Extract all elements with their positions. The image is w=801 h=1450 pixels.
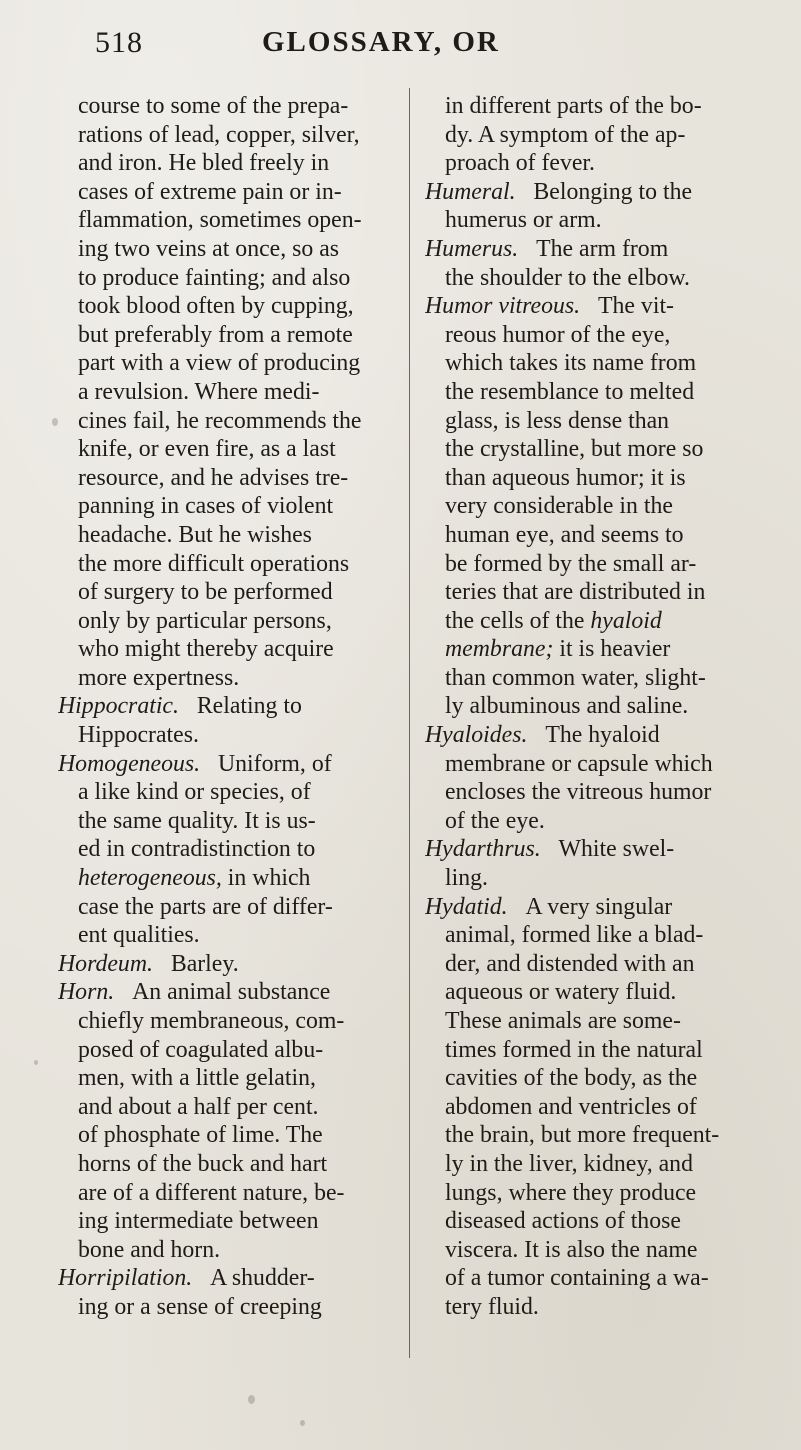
line-text: ed in contradistinction to	[78, 836, 316, 863]
italic-phrase: membrane;	[445, 636, 554, 663]
line-text: of the eye.	[445, 807, 545, 834]
text-line	[58, 206, 403, 235]
text-line	[425, 635, 775, 664]
entry-headword-line	[425, 893, 775, 922]
text-line	[425, 1293, 775, 1322]
page-number: 518	[95, 26, 143, 59]
line-text: cavities of the body, as the	[445, 1065, 698, 1092]
text-line	[58, 835, 403, 864]
line-text: the cells of the	[445, 607, 585, 634]
line-text: humerus or arm.	[445, 207, 602, 234]
entry-definition: An animal substance	[132, 979, 331, 1006]
line-text: the resemblance to melted	[445, 378, 695, 405]
line-text: abdomen and ventricles of	[445, 1093, 697, 1120]
entry-headword-line	[58, 692, 403, 721]
text-line	[58, 121, 403, 150]
entry-headword-line	[425, 292, 775, 321]
line-text: rations of lead, copper, silver,	[78, 121, 360, 148]
text-line	[58, 178, 403, 207]
line-text: to produce fainting; and also	[78, 264, 351, 291]
text-line	[425, 349, 775, 378]
line-text: times formed in the natural	[445, 1036, 703, 1063]
entry-term: Hyaloides.	[425, 722, 528, 749]
entry-term: Hydatid.	[425, 893, 508, 920]
line-text: the same quality. It is us-	[78, 807, 316, 834]
text-line	[425, 464, 775, 493]
text-line	[58, 1207, 403, 1236]
line-text: resource, and he advises tre-	[78, 464, 349, 491]
text-line	[425, 1150, 775, 1179]
line-text: panning in cases of violent	[78, 493, 334, 520]
entry-term: Humor vitreous.	[425, 293, 581, 320]
paper-speck	[248, 1395, 255, 1404]
line-text: glass, is less dense than	[445, 407, 670, 434]
line-text: it is heavier	[559, 636, 671, 663]
text-line	[58, 1293, 403, 1322]
line-text: lungs, where they produce	[445, 1179, 697, 1206]
text-line	[425, 1236, 775, 1265]
text-line	[425, 378, 775, 407]
text-line	[425, 692, 775, 721]
line-text: ing intermediate between	[78, 1208, 319, 1235]
entry-definition: The vit-	[597, 293, 674, 320]
text-line	[425, 1007, 775, 1036]
line-text: proach of fever.	[445, 150, 595, 177]
line-text: a revulsion. Where medi-	[78, 378, 320, 405]
line-text: a like kind or species, of	[78, 779, 311, 806]
text-line	[425, 807, 775, 836]
entry-definition: Belonging to the	[533, 178, 693, 205]
text-line	[425, 864, 775, 893]
entry-definition: A very singular	[525, 893, 673, 920]
entry-definition: Relating to	[196, 693, 302, 720]
line-text: and about a half per cent.	[78, 1093, 319, 1120]
line-text: and iron. He bled freely in	[78, 150, 330, 177]
line-text: Hippocrates.	[78, 722, 199, 749]
entry-term: Hordeum.	[58, 950, 153, 977]
paper-speck	[52, 418, 58, 426]
line-text: bone and horn.	[78, 1236, 221, 1263]
line-text: the more difficult operations	[78, 550, 350, 577]
text-line	[425, 750, 775, 779]
entry-term: Hippocratic.	[58, 693, 179, 720]
line-text: very considerable in the	[445, 493, 673, 520]
line-text: posed of coagulated albu-	[78, 1036, 324, 1063]
line-text: encloses the vitreous humor	[445, 779, 712, 806]
line-text: who might thereby acquire	[78, 636, 334, 663]
line-text: of phosphate of lime. The	[78, 1122, 323, 1149]
line-text: der, and distended with an	[445, 950, 695, 977]
line-text: than aqueous humor; it is	[445, 464, 686, 491]
entry-definition: White swel-	[558, 836, 675, 863]
line-text: teries that are distributed in	[445, 579, 706, 606]
text-line	[58, 921, 403, 950]
line-text: ent qualities.	[78, 922, 200, 949]
line-text: of a tumor containing a wa-	[445, 1265, 709, 1292]
text-line	[58, 807, 403, 836]
text-line	[58, 893, 403, 922]
entry-headword-line	[58, 1264, 403, 1293]
text-line	[58, 92, 403, 121]
line-text: more expertness.	[78, 664, 240, 691]
text-line	[58, 550, 403, 579]
entry-term: Homogeneous.	[58, 750, 201, 777]
entry-term: Hydarthrus.	[425, 836, 541, 863]
text-line	[425, 1207, 775, 1236]
text-line	[425, 664, 775, 693]
text-line	[58, 607, 403, 636]
text-line	[58, 1036, 403, 1065]
running-head: GLOSSARY, OR	[262, 26, 500, 58]
entry-definition: Barley.	[170, 950, 239, 977]
text-line	[425, 1121, 775, 1150]
entry-headword-line	[425, 835, 775, 864]
text-line	[58, 1007, 403, 1036]
line-text: the crystalline, but more so	[445, 436, 704, 463]
entry-definition: Uniform, of	[217, 750, 332, 777]
line-text: cines fail, he recommends the	[78, 407, 362, 434]
entry-headword-line	[58, 750, 403, 779]
line-text: part with a view of producing	[78, 350, 361, 377]
text-line	[425, 950, 775, 979]
right-column	[425, 92, 775, 1322]
text-line	[58, 864, 403, 893]
line-text: These animals are some-	[445, 1008, 681, 1034]
line-text: ing two veins at once, so as	[78, 235, 340, 262]
line-text: viscera. It is also the name	[445, 1236, 698, 1263]
text-line	[425, 521, 775, 550]
text-line	[425, 550, 775, 579]
line-text: ly in the liver, kidney, and	[445, 1150, 693, 1177]
text-line	[58, 264, 403, 293]
text-line	[58, 1150, 403, 1179]
line-text: ly albuminous and saline.	[445, 693, 689, 720]
text-line	[425, 1064, 775, 1093]
line-text: are of a different nature, be-	[78, 1179, 345, 1206]
text-line	[58, 664, 403, 693]
text-line	[58, 721, 403, 750]
line-text: horns of the buck and hart	[78, 1150, 328, 1177]
entry-term: Horn.	[58, 979, 115, 1006]
entry-headword-line	[425, 178, 775, 207]
line-text: chiefly membraneous, com-	[78, 1008, 345, 1034]
line-text: animal, formed like a blad-	[445, 922, 704, 949]
line-text: knife, or even fire, as a last	[78, 436, 336, 463]
entry-headword-line	[425, 235, 775, 264]
line-text: in different parts of the bo-	[445, 93, 702, 119]
text-line	[425, 206, 775, 235]
entry-definition: The hyaloid	[545, 722, 660, 749]
paper-speck	[300, 1420, 305, 1426]
text-line	[425, 492, 775, 521]
text-line	[425, 435, 775, 464]
line-text: cases of extreme pain or in-	[78, 178, 342, 205]
line-text: but preferably from a remote	[78, 321, 353, 348]
text-line	[425, 321, 775, 350]
line-text: took blood often by cupping,	[78, 293, 354, 320]
text-line	[58, 1179, 403, 1208]
left-column	[58, 92, 403, 1322]
line-text: in which	[227, 865, 311, 892]
entry-term: Humerus.	[425, 235, 519, 262]
text-line	[58, 378, 403, 407]
text-line	[425, 407, 775, 436]
text-line	[425, 92, 775, 121]
text-line	[425, 264, 775, 293]
entry-definition: A shudder-	[210, 1265, 315, 1292]
text-line	[58, 635, 403, 664]
line-text: only by particular persons,	[78, 607, 332, 634]
text-line	[58, 349, 403, 378]
line-text: course to some of the prepa-	[78, 93, 349, 119]
text-line	[425, 1179, 775, 1208]
column-divider	[409, 88, 410, 1358]
text-line	[58, 578, 403, 607]
line-text: ing or a sense of creeping	[78, 1293, 322, 1320]
line-text: men, with a little gelatin,	[78, 1065, 316, 1092]
line-text: be formed by the small ar-	[445, 550, 697, 577]
entry-headword-line	[58, 978, 403, 1007]
text-line	[425, 607, 775, 636]
text-line	[425, 921, 775, 950]
page-header	[0, 26, 801, 66]
italic-phrase: heterogeneous,	[78, 865, 222, 892]
text-line	[425, 121, 775, 150]
line-text: of surgery to be performed	[78, 579, 333, 606]
text-line	[425, 1036, 775, 1065]
text-line	[58, 521, 403, 550]
entry-headword-line	[425, 721, 775, 750]
text-line	[425, 978, 775, 1007]
line-text: aqueous or watery fluid.	[445, 979, 677, 1006]
line-text: headache. But he wishes	[78, 521, 312, 548]
entry-term: Horripilation.	[58, 1265, 193, 1292]
text-line	[58, 1093, 403, 1122]
text-line	[58, 407, 403, 436]
text-line	[425, 778, 775, 807]
text-line	[58, 435, 403, 464]
line-text: human eye, and seems to	[445, 521, 684, 548]
text-line	[58, 235, 403, 264]
line-text: the brain, but more frequent-	[445, 1122, 720, 1149]
line-text: case the parts are of differ-	[78, 893, 333, 920]
line-text: dy. A symptom of the ap-	[445, 121, 686, 148]
text-line	[58, 492, 403, 521]
line-text: tery fluid.	[445, 1293, 539, 1320]
line-text: ling.	[445, 865, 488, 892]
line-text: diseased actions of those	[445, 1208, 681, 1235]
line-text: which takes its name from	[445, 350, 697, 377]
text-line	[425, 1264, 775, 1293]
text-line	[425, 1093, 775, 1122]
entry-term: Humeral.	[425, 178, 516, 205]
text-line	[58, 321, 403, 350]
text-line	[425, 578, 775, 607]
entry-headword-line	[58, 950, 403, 979]
text-line	[58, 149, 403, 178]
line-text: than common water, slight-	[445, 664, 706, 691]
text-line	[58, 778, 403, 807]
entry-definition: The arm from	[536, 235, 669, 262]
text-line	[58, 1121, 403, 1150]
text-line	[58, 464, 403, 493]
line-text: reous humor of the eye,	[445, 321, 671, 348]
italic-phrase: hyaloid	[590, 607, 662, 634]
line-text: flammation, sometimes open-	[78, 207, 362, 234]
text-line	[425, 149, 775, 178]
text-line	[58, 1236, 403, 1265]
text-line	[58, 1064, 403, 1093]
text-line	[58, 292, 403, 321]
paper-speck	[34, 1060, 38, 1065]
line-text: membrane or capsule which	[445, 750, 713, 777]
line-text: the shoulder to the elbow.	[445, 264, 690, 291]
